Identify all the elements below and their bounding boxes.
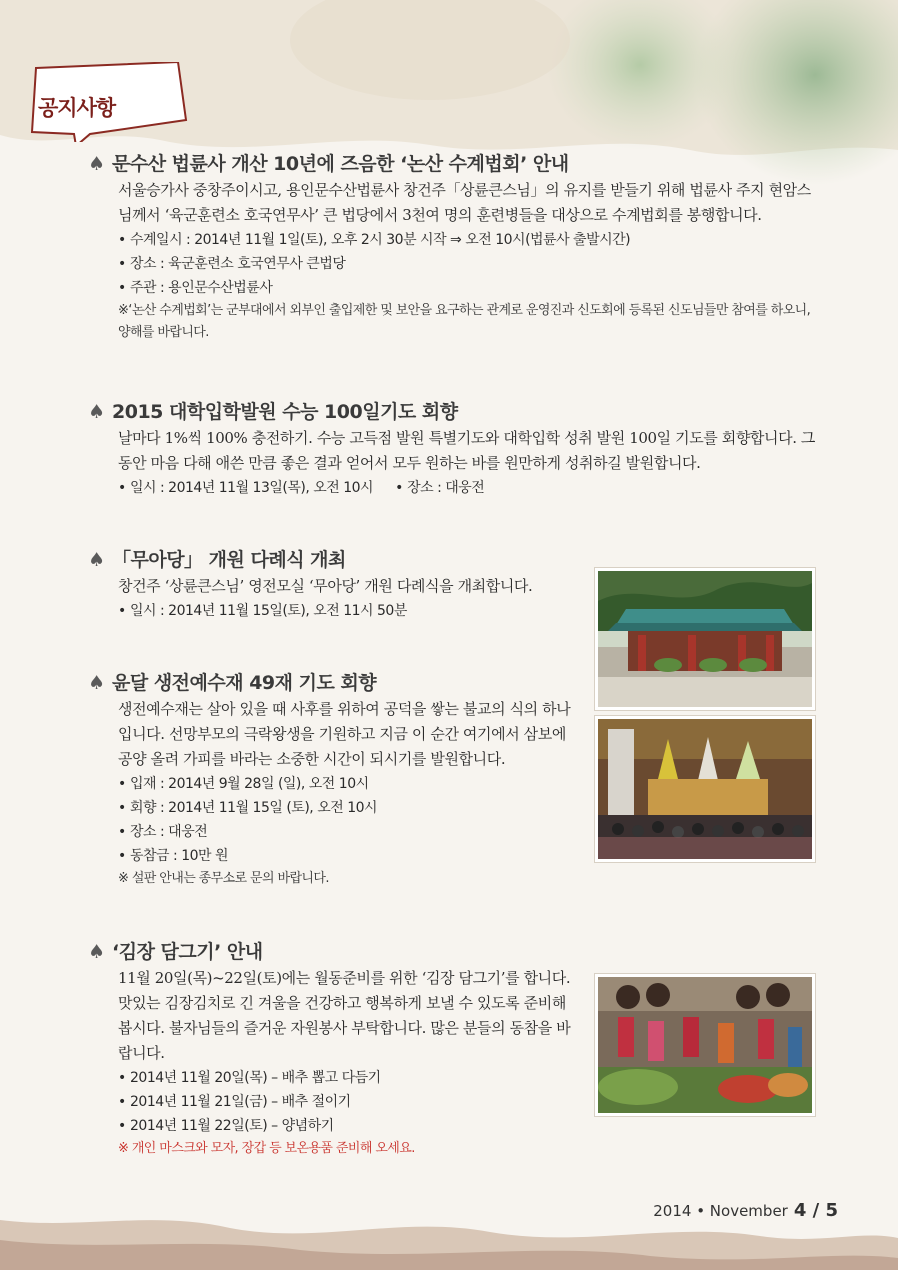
section-body: 생전예수재는 살아 있을 때 사후를 위하여 공덕을 쌓는 불교의 식의 하나입니다. 선망부모의 극락왕생을 기원하고 지금 이 순간 여기에서 삼보에 공양 올려 가피를 바라는 소중한 시간이 되시기를 발원합니다. [118, 700, 571, 768]
list-item: • 장소 : 육군훈련소 호국연무사 큰법당 [118, 256, 346, 272]
spade-icon: ♠ [88, 153, 105, 175]
list-item: • 일시 : 2014년 11월 13일(목), 오전 10시 • 장소 : 대웅전 [118, 480, 485, 496]
kimjang-photo [595, 974, 815, 1116]
list-item: • 수계일시 : 2014년 11월 1일(토), 오후 2시 30분 시작 ⇒ 오전 10시(법륜사 출발시간) [118, 232, 631, 248]
section-body: 창건주 ‘상륜큰스님’ 영전모실 ‘무아당’ 개원 다례식을 개최합니다. [118, 577, 533, 595]
ceremony-photo [595, 716, 815, 862]
section-exam-prayer [88, 398, 828, 500]
list-item: • 2014년 11월 21일(금) – 배추 절이기 [118, 1094, 351, 1110]
spade-icon: ♠ [88, 549, 105, 571]
spade-icon: ♠ [88, 401, 105, 423]
section-title: ♠ 문수산 법륜사 개산 10년에 즈음한 ‘논산 수계법회’ 안내 [88, 150, 828, 178]
section-body: 서울승가사 중창주이시고, 용인문수산법륜사 창건주「상륜큰스님」의 유지를 받들기 위해 법륜사 주지 현암스님께서 ‘육군훈련소 호국연무사’ 큰 법당에서 3천여 명의 훈련병들을 대상으로 수계법회를 봉행합니다. [118, 181, 811, 224]
section-body: 11월 20일(목)~22일(토)에는 월동준비를 위한 ‘김장 담그기’를 합니다. 맛있는 김장김치로 긴 겨울을 건강하고 행복하게 보낼 수 있도록 준비해 봅시다. 불자님들의 즐거운 자원봉사 부탁합니다. 많은 분들의 동참을 바랍니다. [118, 969, 571, 1062]
list-item: • 장소 : 대웅전 [118, 824, 208, 840]
section-title: ♠ ‘김장 담그기’ 안내 [88, 938, 828, 966]
muadang-photo [595, 568, 815, 710]
page-footer [653, 1200, 838, 1221]
section-ordination [88, 150, 828, 344]
section-title: ♠ 2015 대학입학발원 수능 100일기도 회향 [88, 398, 828, 426]
section-title: ♠ 「무아당」 개원 다례식 개최 [88, 546, 828, 574]
list-item: • 주관 : 용인문수산법륜사 [118, 280, 273, 296]
spade-icon: ♠ [88, 672, 105, 694]
page-numbers: 4 / 5 [793, 1200, 838, 1221]
section-note: ※ 설판 안내는 종무소로 문의 바랍니다. [118, 871, 329, 886]
section-body: 날마다 1%씩 100% 충전하기. 수능 고득점 발원 특별기도와 대학입학 성취 발원 100일 기도를 회향합니다. 그동안 마음 다해 애쓴 만큼 좋은 결과 얻어서 모두 원하는 바를 원만하게 성취하길 발원합니다. [118, 429, 816, 472]
list-item: • 회향 : 2014년 11월 15일 (토), 오전 10시 [118, 800, 378, 816]
notice-header-label: 공지사항 [38, 96, 116, 120]
section-title: ♠ 윤달 생전예수재 49재 기도 회향 [88, 669, 828, 697]
list-item: • 동참금 : 10만 원 [118, 848, 229, 864]
issue-label: 2014 • November [653, 1202, 788, 1220]
spade-icon: ♠ [88, 941, 105, 963]
list-item: • 일시 : 2014년 11월 15일(토), 오전 11시 50분 [118, 603, 407, 619]
list-item: • 2014년 11월 20일(목) – 배추 뽑고 다듬기 [118, 1070, 381, 1086]
notice-header-tag [30, 62, 190, 142]
list-item: • 2014년 11월 22일(토) – 양념하기 [118, 1118, 334, 1134]
section-note: ※ 개인 마스크와 모자, 장갑 등 보온용품 준비해 오세요. [118, 1141, 415, 1156]
section-note: ※‘논산 수계법회’는 군부대에서 외부인 출입제한 및 보안을 요구하는 관계로 운영진과 신도회에 등록된 신도님들만 참여를 하오니, 양해를 바랍니다. [118, 303, 811, 340]
list-item: • 입재 : 2014년 9월 28일 (일), 오전 10시 [118, 776, 369, 792]
